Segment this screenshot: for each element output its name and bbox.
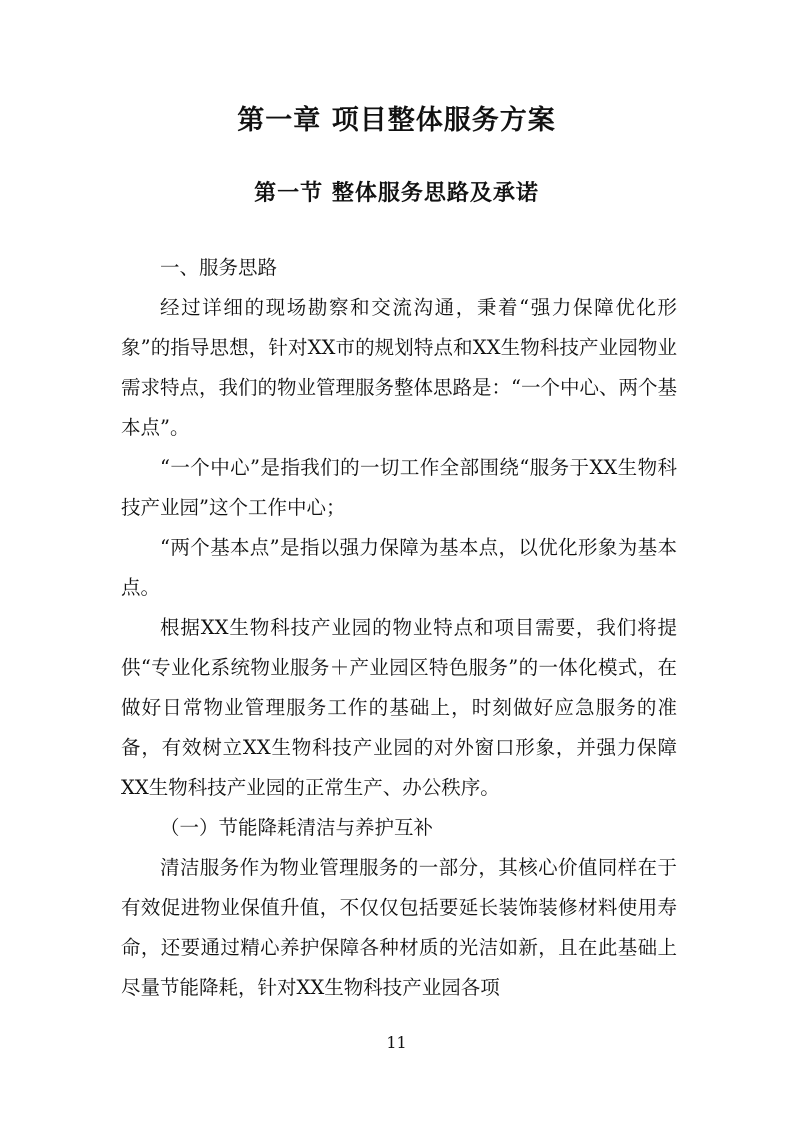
paragraph: 根据XX生物科技产业园的物业特点和项目需要，我们将提供“专业化系统物业服务＋产业园区特色服务”的一体化模式，在做好日常物业管理服务工作的基础上，时刻做好应急服务的准备，有效树立XX生物科技产业园的对外窗口形象，并强力保障XX生物科技产业园的正常生产、办公秩序。 xyxy=(121,616,677,799)
paragraph: “一个中心”是指我们的一切工作全部围绕“服务于XX生物科技产业园”这个工作中心； xyxy=(121,456,677,519)
paragraph: 清洁服务作为物业管理服务的一部分，其核心价值同样在于有效促进物业保值升值，不仅仅包括要延长装饰装修材料使用寿命，还要通过精心养护保障各种材质的光洁如新，且在此基础上尽量节能降耗，针对XX生物科技产业园各项 xyxy=(121,856,677,999)
page-number: 11 xyxy=(386,1033,407,1052)
subheading-energy-cleaning: （一）节能降耗清洁与养护互补 xyxy=(160,816,434,839)
paragraph: “两个基本点”是指以强力保障为基本点，以优化形象为基本点。 xyxy=(121,536,677,599)
body-text xyxy=(121,248,677,1008)
paragraph: 经过详细的现场勘察和交流沟通，秉着“强力保障优化形象”的指导思想，针对XX市的规划特点和XX生物科技产业园物业需求特点，我们的物业管理服务整体思路是：“一个中心、两个基本点”。 xyxy=(121,296,677,439)
section-title: 第一节 整体服务思路及承诺 xyxy=(254,181,539,206)
chapter-title: 第一章 项目整体服务方案 xyxy=(237,105,556,136)
subheading-service-approach: 一、服务思路 xyxy=(160,256,278,279)
